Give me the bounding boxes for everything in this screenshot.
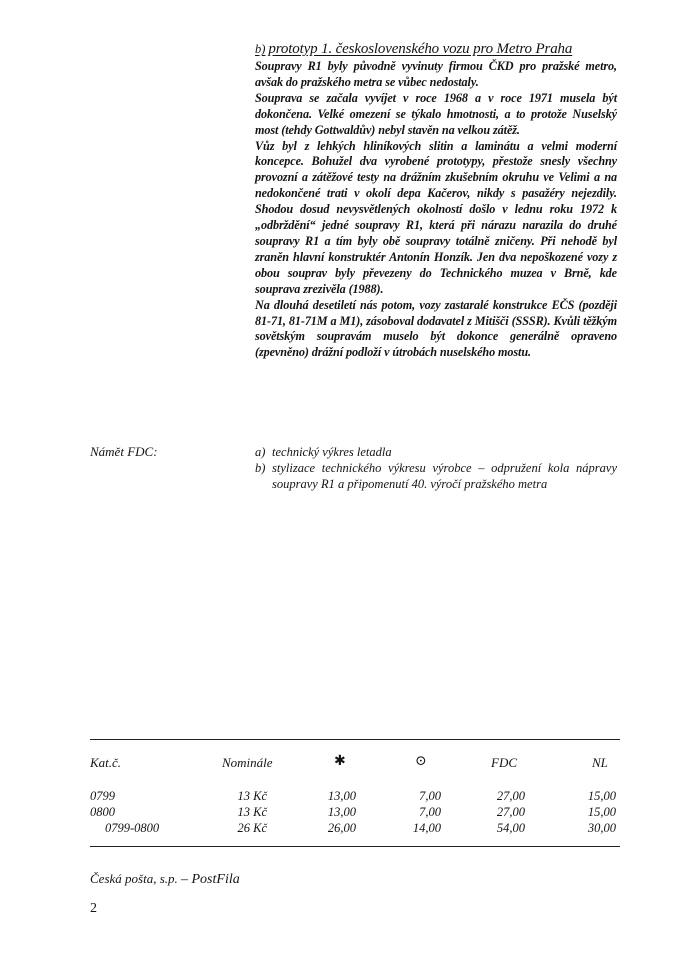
footer-brand: – PostFila: [181, 872, 240, 887]
row-fdc-price: 27,00: [496, 805, 525, 819]
fdc-label: Námět FDC:: [90, 444, 158, 459]
fdc-item-marker: b): [255, 461, 266, 475]
row-nl-price: 15,00: [587, 789, 616, 803]
page-number: 2: [90, 901, 97, 916]
row-nominal: 13 Kč: [237, 789, 267, 803]
header-cat: Kat.č.: [90, 755, 122, 770]
row-fdc-price: 54,00: [496, 821, 525, 835]
fdc-item-text: stylizace technického výkresu výrobce – odpružení kola nápravy soupravy R1 a připomenutí 40. výročí pražského metra: [272, 461, 617, 491]
row-nominal: 26 Kč: [237, 821, 267, 835]
row-star-price: 26,00: [327, 821, 356, 835]
row-cat: 0799-0800: [105, 821, 160, 835]
header-circle-icon: ⊙: [415, 754, 427, 769]
row-nominal: 13 Kč: [237, 805, 267, 819]
section-b-marker: b): [255, 42, 266, 56]
row-fdc-price: 27,00: [496, 789, 525, 803]
section-b-body: Soupravy R1 byly původně vyvinuty firmou ČKD pro pražské metro, avšak do pražského metra se vůbec nedostaly. Souprava se začala vyvíjet v roce 1968 a v roce 1971 musela být dokončena. Velké omezení se týkalo hmotnosti, a to protože Nuselský most (tehdy Gottwaldův) nebyl stavěn na velkou zátěž. Vůz byl z lehkých hliníkových slitin a laminátu a velmi moderní koncepce. Bohužel dva vyrobené prototypy, přestože snesly všechny provozní a zátěžové testy na drážním zkušebním okruhu ve Velimi a na nedokončené trati v okolí depa Kačerov, nikdy s pasažéry nejezdily. Shodou dosud nevysvětlených okolností došlo v lednu roku 1972 k „odbrždění“ jedné soupravy R1, která při nárazu narazila do druhé soupravy R1 a tím byly obě soupravy totálně zničeny. Při nehodě byl zraněn hlavní konstruktér Antonín Honzík. Jen dva nepoškozené vozy z obou souprav byly převezeny do Technického muzea v Brně, kde souprava zrezivěla (1988). Na dlouhá desetiletí nás potom, vozy zastaralé konstrukce EČS (později 81-71, 81-71M a M1), zásoboval dodavatel z Mitišči (SSSR). Kvůli těžkým sovětským soupravám muselo být dokonce generálně opraveno (zpevněno) drážní podloží v útrobách nuselského mostu.: [255, 59, 617, 360]
header-nominal: Nominále: [222, 755, 273, 770]
row-circle-price: 7,00: [419, 805, 441, 819]
row-cat: 0800: [90, 805, 115, 819]
fdc-item-marker: a): [255, 445, 266, 459]
fdc-item-a: [255, 444, 617, 460]
row-star-price: 13,00: [327, 789, 356, 803]
footer-publisher: Česká pošta, s.p.: [90, 871, 178, 886]
header-nl: NL: [592, 755, 608, 770]
table-top-rule: [90, 739, 620, 740]
fdc-list: [255, 444, 617, 492]
footer: [90, 870, 240, 889]
header-star-icon: ✱: [334, 754, 346, 769]
table-bottom-rule: [90, 846, 620, 847]
section-b: [255, 40, 617, 361]
row-cat: 0799: [90, 789, 115, 803]
fdc-item-text: technický výkres letadla: [272, 445, 392, 459]
section-b-title: prototyp 1. československého vozu pro Metro Praha: [268, 41, 573, 57]
row-star-price: 13,00: [327, 805, 356, 819]
row-nl-price: 30,00: [587, 821, 616, 835]
row-nl-price: 15,00: [587, 805, 616, 819]
row-circle-price: 14,00: [412, 821, 441, 835]
fdc-item-b: [255, 460, 617, 492]
section-b-heading: [255, 40, 617, 58]
row-circle-price: 7,00: [419, 789, 441, 803]
header-fdc: FDC: [491, 755, 517, 770]
